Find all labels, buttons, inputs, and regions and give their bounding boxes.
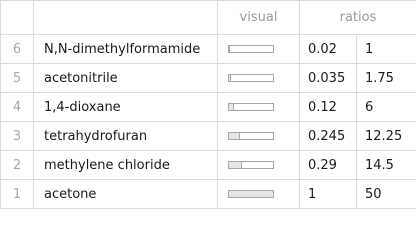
ratio-bar bbox=[228, 190, 274, 198]
relative-ratio-cell: 1.75 bbox=[357, 64, 416, 93]
visual-cell bbox=[218, 180, 300, 209]
visual-column-header: visual bbox=[218, 1, 300, 35]
ratio-value-cell: 0.245 bbox=[300, 122, 357, 151]
ratio-bar bbox=[228, 132, 274, 140]
rank-cell: 2 bbox=[1, 151, 34, 180]
compound-name-cell: tetrahydrofuran bbox=[34, 122, 218, 151]
visual-cell bbox=[218, 93, 300, 122]
compound-name-cell: 1,4-dioxane bbox=[34, 93, 218, 122]
table-row bbox=[1, 35, 416, 64]
ratio-value-cell: 0.29 bbox=[300, 151, 357, 180]
ratio-value-cell: 0.035 bbox=[300, 64, 357, 93]
compound-name-cell: acetone bbox=[34, 180, 218, 209]
ratio-bar-fill bbox=[229, 133, 240, 139]
relative-ratio-cell: 14.5 bbox=[357, 151, 416, 180]
relative-ratio-cell: 6 bbox=[357, 93, 416, 122]
visual-cell bbox=[218, 151, 300, 180]
rank-cell: 6 bbox=[1, 35, 34, 64]
ratio-value-cell: 0.02 bbox=[300, 35, 357, 64]
ratio-bar bbox=[228, 103, 274, 111]
compound-name-cell: methylene chloride bbox=[34, 151, 218, 180]
rank-cell: 1 bbox=[1, 180, 34, 209]
header-rank-cell bbox=[1, 1, 34, 35]
ratio-bar bbox=[228, 74, 274, 82]
rank-cell: 4 bbox=[1, 93, 34, 122]
visual-cell bbox=[218, 64, 300, 93]
ratio-bar-fill bbox=[229, 162, 242, 168]
ratios-column-header: ratios bbox=[300, 1, 416, 35]
relative-ratio-cell: 50 bbox=[357, 180, 416, 209]
table-row bbox=[1, 122, 416, 151]
relative-ratio-cell: 1 bbox=[357, 35, 416, 64]
ratio-bar bbox=[228, 161, 274, 169]
ratio-bar-fill bbox=[229, 191, 273, 197]
rank-cell: 3 bbox=[1, 122, 34, 151]
rank-cell: 5 bbox=[1, 64, 34, 93]
ratio-bar-fill bbox=[229, 104, 234, 110]
table-row bbox=[1, 93, 416, 122]
table-header-row bbox=[1, 1, 416, 35]
ratio-bar-fill bbox=[229, 46, 230, 52]
visual-cell bbox=[218, 35, 300, 64]
ratio-value-cell: 0.12 bbox=[300, 93, 357, 122]
table-row bbox=[1, 151, 416, 180]
ratio-bar bbox=[228, 45, 274, 53]
relative-ratio-cell: 12.25 bbox=[357, 122, 416, 151]
ratio-value-cell: 1 bbox=[300, 180, 357, 209]
header-name-cell bbox=[34, 1, 218, 35]
visual-cell bbox=[218, 122, 300, 151]
compound-name-cell: acetonitrile bbox=[34, 64, 218, 93]
compound-name-cell: N,N-dimethylformamide bbox=[34, 35, 218, 64]
table-row bbox=[1, 180, 416, 209]
ratio-bar-fill bbox=[229, 75, 231, 81]
table-row bbox=[1, 64, 416, 93]
